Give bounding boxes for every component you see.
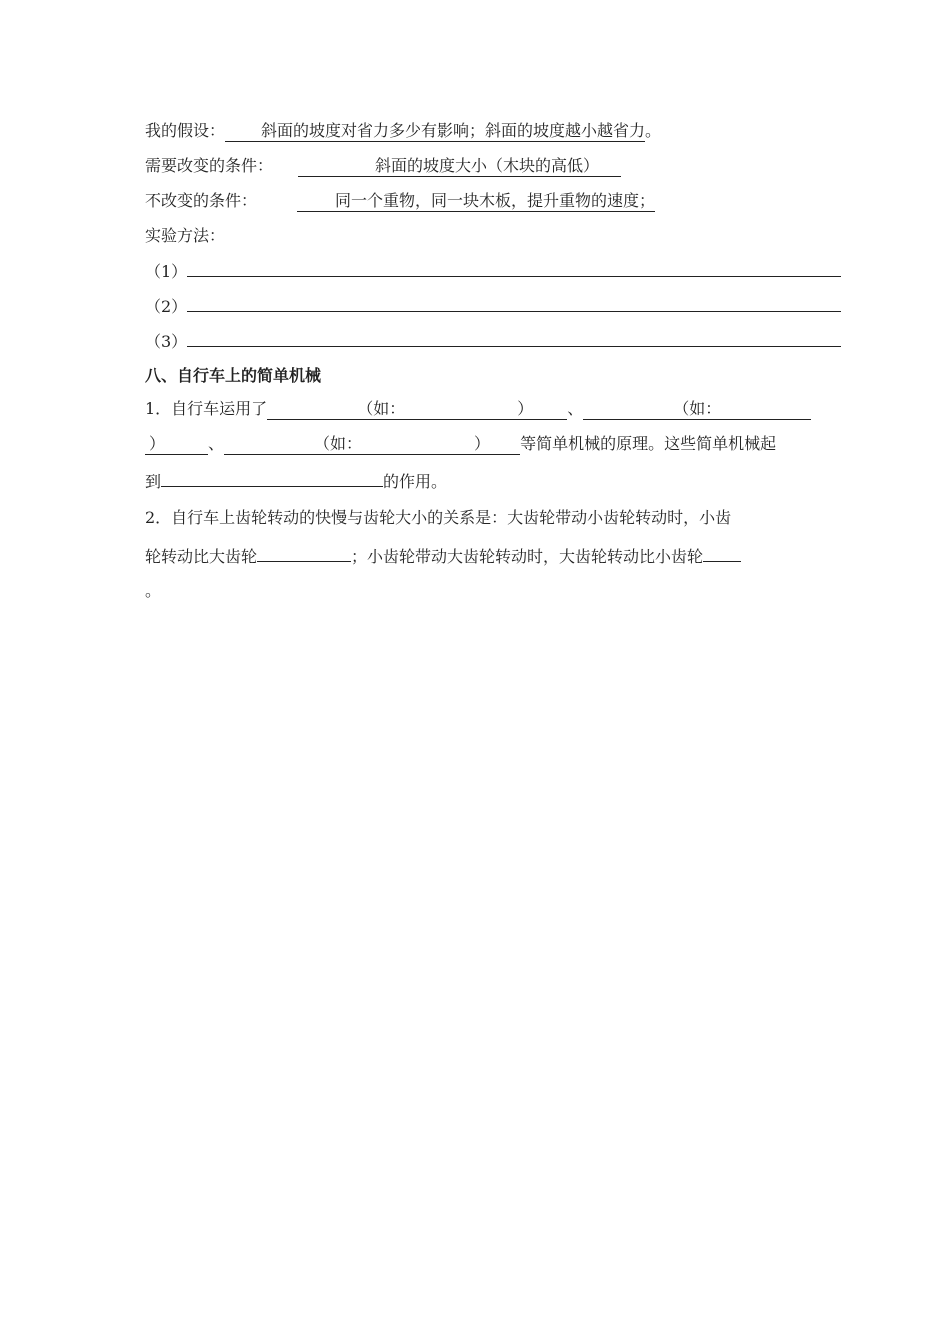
hypothesis-line bbox=[145, 120, 661, 142]
q1-blank-2 bbox=[583, 399, 811, 420]
answer-blank bbox=[187, 330, 841, 347]
answer-blank bbox=[161, 470, 383, 487]
q2-line-3: 。 bbox=[145, 581, 162, 600]
answer-blank bbox=[187, 295, 841, 312]
change-condition-line bbox=[145, 155, 621, 177]
q1-line-3 bbox=[145, 470, 447, 493]
q1-example-3: （如： bbox=[314, 434, 363, 453]
fixed-condition-value: 同一个重物，同一块木板，提升重物的速度； bbox=[335, 191, 656, 210]
fixed-condition-label: 不改变的条件： bbox=[145, 191, 258, 210]
q2-line-2 bbox=[145, 545, 741, 568]
q1-blank-1 bbox=[267, 399, 567, 420]
method-item-number: （3） bbox=[145, 332, 188, 351]
method-item-3 bbox=[145, 330, 841, 353]
method-item-2 bbox=[145, 295, 841, 318]
q1-sep-1: 、 bbox=[567, 399, 584, 418]
q1-sep-2: 、 bbox=[208, 434, 225, 453]
q1-blank-2-cont bbox=[145, 434, 208, 455]
q1-example-1: （如： bbox=[357, 399, 406, 418]
change-condition-answer bbox=[298, 156, 621, 177]
q2-line2-prefix: 轮转动比大齿轮 bbox=[145, 547, 258, 566]
fixed-condition-answer bbox=[297, 191, 655, 212]
q1-line3-prefix: 到 bbox=[145, 472, 162, 491]
answer-blank bbox=[257, 545, 351, 562]
hypothesis-end: 。 bbox=[645, 121, 662, 140]
answer-blank bbox=[187, 260, 841, 277]
q1-line3-suffix: 的作用。 bbox=[383, 472, 448, 491]
hypothesis-value: 斜面的坡度对省力多少有影响；斜面的坡度越小越省力 bbox=[261, 121, 646, 140]
fixed-condition-line bbox=[145, 190, 655, 212]
hypothesis-label: 我的假设： bbox=[145, 121, 226, 140]
method-item-1 bbox=[145, 260, 841, 283]
q1-example-2: （如： bbox=[673, 399, 722, 418]
method-item-number: （2） bbox=[145, 297, 188, 316]
q1-line-1 bbox=[145, 398, 811, 420]
q1-prefix: 1．自行车运用了 bbox=[145, 399, 268, 418]
q1-blank-3 bbox=[224, 434, 520, 455]
change-condition-value: 斜面的坡度大小（木块的高低） bbox=[375, 156, 600, 175]
q1-close-3: ） bbox=[474, 434, 491, 453]
q1-close-1: ） bbox=[517, 399, 534, 418]
q1-line-2 bbox=[145, 433, 776, 455]
q1-suffix: 等简单机械的原理。这些简单机械起 bbox=[520, 434, 777, 453]
answer-blank bbox=[703, 545, 741, 562]
section-title: 八、自行车上的简单机械 bbox=[145, 366, 322, 385]
q2-line-1: 2．自行车上齿轮转动的快慢与齿轮大小的关系是：大齿轮带动小齿轮转动时，小齿 bbox=[145, 508, 732, 527]
change-condition-label: 需要改变的条件： bbox=[145, 156, 274, 175]
q1-close-2: ） bbox=[149, 434, 166, 453]
q2-line2-mid: ；小齿轮带动大齿轮转动时，大齿轮转动比小齿轮 bbox=[351, 547, 704, 566]
hypothesis-answer bbox=[225, 121, 645, 142]
method-label: 实验方法： bbox=[145, 226, 226, 245]
method-item-number: （1） bbox=[145, 262, 188, 281]
